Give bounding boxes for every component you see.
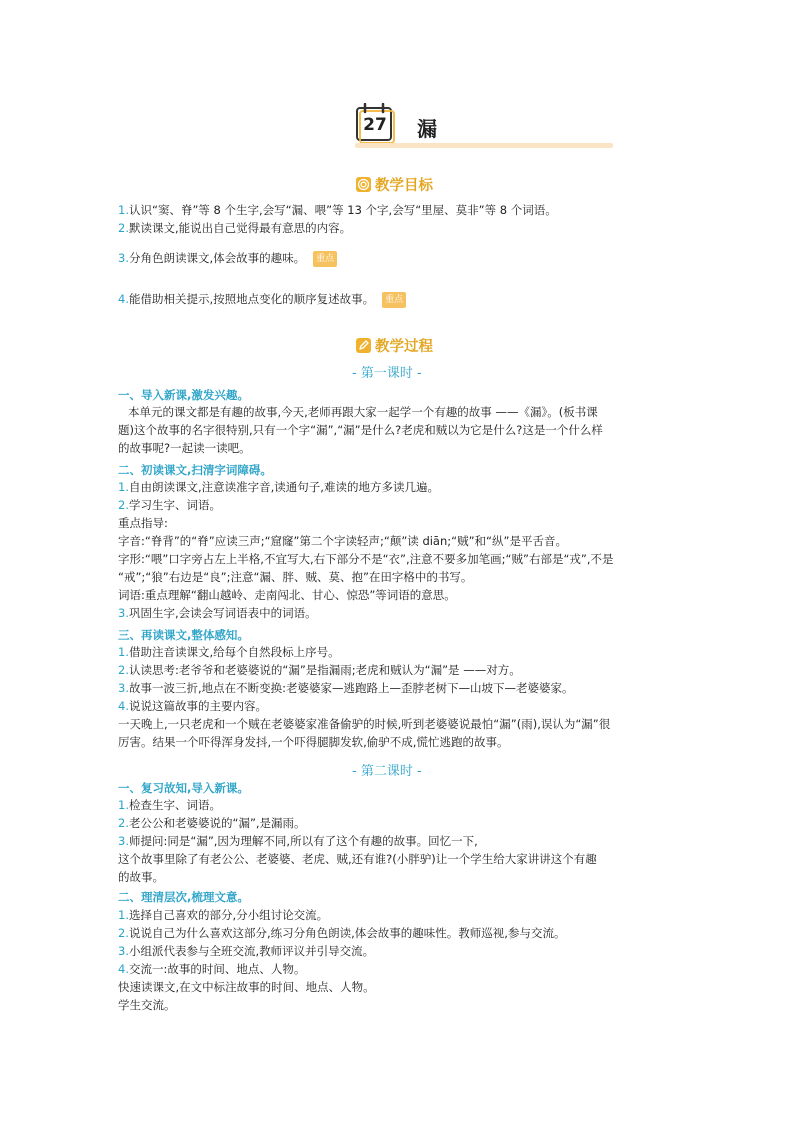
step-line [118, 834, 478, 848]
section-heading-5: 二、理清层次,梳理文意。 [118, 890, 249, 904]
process-title: 教学过程 [375, 338, 433, 355]
paragraph-line: 的故事呢?一起读一读吧。 [118, 441, 251, 455]
step-line [118, 681, 574, 695]
paragraph-line: 快速读课文,在文中标注故事的时间、地点、人物。 [118, 980, 375, 994]
goal-item-1 [118, 203, 557, 217]
step-number: 2. [118, 498, 129, 512]
step-line [118, 926, 565, 940]
step-line [118, 944, 374, 958]
step-text: 交流一:故事的时间、地点、人物。 [128, 962, 306, 976]
step-text: 老公公和老婆婆说的“漏”,是漏雨。 [128, 816, 306, 830]
section-heading-2: 二、初读课文,扫清字词障碍。 [118, 463, 272, 477]
step-text: 自由朗读课文,注意读准字音,读通句子,难读的地方多读几遍。 [128, 480, 439, 494]
step-text: 认读思考:老爷爷和老婆婆说的“漏”是指漏雨;老虎和贼认为“漏”是 ——对方。 [128, 663, 521, 677]
goal-item-3 [118, 251, 337, 267]
step-text: 学习生字、词语。 [128, 498, 221, 512]
section-heading-1: 一、导入新课,激发兴趣。 [118, 388, 249, 402]
step-text: 选择自己喜欢的部分,分小组讨论交流。 [128, 908, 329, 922]
lesson-number: 27 [363, 115, 387, 135]
goal-text: 能借助相关提示,按照地点变化的顺序复述故事。 [128, 292, 375, 306]
goal-item-2 [118, 221, 351, 235]
step-number: 3. [118, 944, 129, 958]
step-number: 2. [118, 663, 129, 677]
step-number: 3. [118, 834, 129, 848]
goals-title: 教学目标 [375, 177, 433, 194]
step-text: 故事一波三折,地点在不断变换:老婆婆家—逃跑路上—歪脖老树下—山坡下—老婆婆家。 [128, 681, 574, 695]
summary-line: 厉害。结果一个吓得浑身发抖,一个吓得腿脚发软,偷驴不成,慌忙逃跑的故事。 [118, 735, 509, 749]
goal-number: 1. [118, 203, 129, 217]
step-number: 2. [118, 926, 129, 940]
step-line [118, 816, 306, 830]
step-line [118, 962, 305, 976]
paragraph-line: 题)这个故事的名字很特别,只有一个字“漏”,“漏”是什么?老虎和贼以为它是什么?这是一个什么样 [118, 423, 603, 437]
step-text: 说说这篇故事的主要内容。 [128, 699, 267, 713]
step-number: 4. [118, 699, 129, 713]
step-number: 1. [118, 908, 129, 922]
period-1-label: - 第一课时 - [352, 366, 422, 381]
step-line [118, 699, 267, 713]
step-line [118, 645, 340, 659]
section-heading-4: 一、复习故知,导入新课。 [118, 781, 249, 795]
step-text: 小组派代表参与全班交流,教师评议并引导交流。 [128, 944, 375, 958]
period-2-label: - 第二课时 - [352, 764, 422, 779]
goal-number: 3. [118, 251, 129, 265]
target-icon [356, 177, 371, 192]
step-line [118, 498, 221, 512]
step-line [118, 908, 328, 922]
step-number: 4. [118, 962, 129, 976]
step-text: 借助注音读课文,给每个自然段标上序号。 [128, 645, 340, 659]
form-note: 字形:“喂”口字旁占左上半格,不宜写大,右下部分不是“衣”,注意不要多加笔画;“贼”右部是“戎”,不是 [118, 552, 614, 566]
step-number: 2. [118, 816, 129, 830]
step-number: 3. [118, 606, 129, 620]
step-line [118, 606, 317, 620]
step-number: 1. [118, 645, 129, 659]
goal-number: 4. [118, 292, 129, 306]
summary-line: 一天晚上,一只老虎和一个贼在老婆婆家准备偷驴的时候,听到老婆婆说最怕“漏”(雨),误认为“漏”很 [118, 717, 611, 731]
pronunciation-note: 字音:“脊背”的“脊”应读三声;“窟窿”第二个字读轻声;“颠”读 diān;“贼”和“纵”是平舌音。 [118, 534, 567, 548]
step-text: 巩固生字,会读会写词语表中的词语。 [128, 606, 317, 620]
step-line [118, 480, 439, 494]
word-note: 词语:重点理解“翻山越岭、走南闯北、甘心、惊恐”等词语的意思。 [118, 588, 456, 602]
step-text: 检查生字、词语。 [128, 798, 221, 812]
key-point-badge: 重点 [313, 251, 337, 267]
form-note: “戒”;“狼”右边是“良”;注意“漏、胖、贼、莫、抱”在田字格中的书写。 [118, 570, 473, 584]
paragraph-line: 本单元的课文都是有趣的故事,今天,老师再跟大家一起学一个有趣的故事 ——《漏》。(板书课 [128, 405, 598, 419]
goal-number: 2. [118, 221, 129, 235]
lesson-title: 漏 [417, 117, 437, 141]
step-text: 说说自己为什么喜欢这部分,练习分角色朗读,体会故事的趣味性。教师巡视,参与交流。 [128, 926, 566, 940]
key-point-badge: 重点 [382, 292, 406, 308]
process-section-title [356, 335, 433, 355]
pencil-icon [356, 338, 371, 353]
step-number: 3. [118, 681, 129, 695]
goals-section-title [356, 174, 433, 194]
goal-text: 认识“窦、脊”等 8 个生字,会写“漏、喂”等 13 个字,会写“里屋、莫非”等 8 个词语。 [128, 203, 557, 217]
header-divider [355, 143, 613, 148]
paragraph-line: 学生交流。 [118, 998, 176, 1012]
paragraph-line: 这个故事里除了有老公公、老婆婆、老虎、贼,还有谁?(小胖驴)让一个学生给大家讲讲这个有趣 [118, 852, 597, 866]
step-text: 师提问:同是“漏”,因为理解不同,所以有了这个有趣的故事。回忆一下, [128, 834, 478, 848]
goal-item-4 [118, 292, 406, 308]
step-number: 1. [118, 798, 129, 812]
goal-text: 分角色朗读课文,体会故事的趣味。 [128, 251, 306, 265]
goal-text: 默读课文,能说出自己觉得最有意思的内容。 [128, 221, 352, 235]
section-heading-3: 三、再读课文,整体感知。 [118, 628, 249, 642]
guide-label: 重点指导: [118, 516, 168, 530]
step-number: 1. [118, 480, 129, 494]
step-line [118, 798, 221, 812]
paragraph-line: 的故事。 [118, 870, 164, 884]
step-line [118, 663, 521, 677]
